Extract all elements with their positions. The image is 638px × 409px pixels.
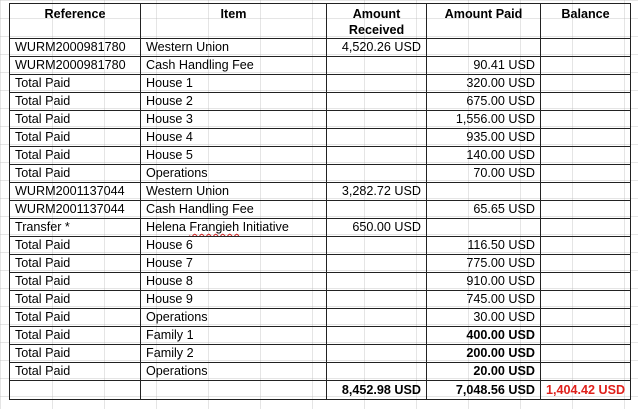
cell-balance[interactable] [541, 165, 631, 183]
cell-reference[interactable]: Total Paid [10, 129, 141, 147]
table-row [10, 291, 631, 309]
ledger-body [10, 39, 631, 400]
cell-reference[interactable]: Total Paid [10, 345, 141, 363]
cell-balance[interactable] [541, 255, 631, 273]
cell-balance[interactable] [541, 57, 631, 75]
cell-balance[interactable] [541, 147, 631, 165]
cell-item[interactable]: House 5 [141, 147, 327, 165]
cell-balance[interactable] [541, 39, 631, 57]
cell-reference[interactable]: Total Paid [10, 93, 141, 111]
table-row [10, 75, 631, 93]
cell-amount-paid[interactable]: 400.00 USD [427, 327, 541, 345]
cell-reference[interactable]: Total Paid [10, 363, 141, 381]
cell-reference[interactable]: Total Paid [10, 147, 141, 165]
header-item[interactable]: Item [141, 4, 327, 39]
table-row [10, 147, 631, 165]
total-cell-item[interactable] [141, 381, 327, 400]
cell-item[interactable]: Western Union [141, 183, 327, 201]
cell-amount-paid[interactable]: 116.50 USD [427, 237, 541, 255]
cell-amount-paid[interactable]: 200.00 USD [427, 345, 541, 363]
cell-amount-received[interactable] [327, 345, 427, 363]
table-row [10, 183, 631, 201]
table-row [10, 57, 631, 75]
cell-amount-received[interactable] [327, 75, 427, 93]
cell-item-text: Helena Frangieh Initiative [146, 220, 289, 235]
total-cell-reference[interactable] [10, 381, 141, 400]
cell-reference[interactable]: Total Paid [10, 111, 141, 129]
cell-item[interactable] [141, 219, 327, 237]
cell-reference[interactable]: Total Paid [10, 75, 141, 93]
header-row [10, 4, 631, 39]
cell-item[interactable]: Family 1 [141, 327, 327, 345]
table-row [10, 273, 631, 291]
cell-amount-paid[interactable] [427, 39, 541, 57]
cell-item[interactable]: Operations [141, 363, 327, 381]
cell-item[interactable]: House 1 [141, 75, 327, 93]
cell-balance[interactable] [541, 363, 631, 381]
table-row [10, 93, 631, 111]
table-row [10, 345, 631, 363]
cell-item[interactable]: Cash Handling Fee [141, 201, 327, 219]
cell-amount-paid[interactable]: 30.00 USD [427, 309, 541, 327]
total-amount-paid[interactable]: 7,048.56 USD [427, 381, 541, 400]
cell-item[interactable]: Family 2 [141, 345, 327, 363]
cell-reference[interactable]: WURM2000981780 [10, 39, 141, 57]
cell-amount-paid[interactable]: 90.41 USD [427, 57, 541, 75]
cell-item[interactable]: House 8 [141, 273, 327, 291]
cell-item[interactable]: House 2 [141, 93, 327, 111]
cell-amount-paid[interactable]: 675.00 USD [427, 93, 541, 111]
cell-balance[interactable] [541, 345, 631, 363]
header-amount-received[interactable]: Amount Received [327, 4, 427, 39]
cell-amount-paid[interactable]: 775.00 USD [427, 255, 541, 273]
cell-reference[interactable]: WURM2001137044 [10, 201, 141, 219]
cell-amount-received[interactable] [327, 111, 427, 129]
cell-reference[interactable]: Total Paid [10, 237, 141, 255]
cell-item[interactable]: House 7 [141, 255, 327, 273]
table-row [10, 255, 631, 273]
cell-amount-received[interactable]: 4,520.26 USD [327, 39, 427, 57]
cell-item[interactable]: Cash Handling Fee [141, 57, 327, 75]
cell-amount-received[interactable] [327, 273, 427, 291]
cell-reference[interactable]: WURM2000981780 [10, 57, 141, 75]
cell-balance[interactable] [541, 183, 631, 201]
cell-amount-paid[interactable]: 1,556.00 USD [427, 111, 541, 129]
cell-amount-paid[interactable] [427, 219, 541, 237]
cell-balance[interactable] [541, 75, 631, 93]
cell-balance[interactable] [541, 93, 631, 111]
cell-amount-received[interactable] [327, 147, 427, 165]
cell-item[interactable]: Operations [141, 309, 327, 327]
cell-reference[interactable]: Total Paid [10, 309, 141, 327]
cell-amount-paid[interactable]: 320.00 USD [427, 75, 541, 93]
cell-amount-received[interactable] [327, 363, 427, 381]
cell-amount-paid[interactable] [427, 183, 541, 201]
cell-balance[interactable] [541, 291, 631, 309]
cell-balance[interactable] [541, 201, 631, 219]
cell-reference[interactable]: WURM2001137044 [10, 183, 141, 201]
cell-item[interactable]: House 3 [141, 111, 327, 129]
cell-balance[interactable] [541, 327, 631, 345]
table-row [10, 201, 631, 219]
table-row [10, 363, 631, 381]
cell-amount-received[interactable]: 3,282.72 USD [327, 183, 427, 201]
cell-amount-received[interactable] [327, 201, 427, 219]
cell-balance[interactable] [541, 237, 631, 255]
table-row [10, 39, 631, 57]
table-row [10, 327, 631, 345]
cell-item[interactable]: Operations [141, 165, 327, 183]
table-row [10, 237, 631, 255]
cell-amount-received[interactable] [327, 237, 427, 255]
table-row [10, 219, 631, 237]
cell-amount-paid[interactable]: 910.00 USD [427, 273, 541, 291]
cell-amount-paid[interactable]: 20.00 USD [427, 363, 541, 381]
header-reference[interactable]: Reference [10, 4, 141, 39]
total-amount-received[interactable]: 8,452.98 USD [327, 381, 427, 400]
spellcheck-marked-word: Frangieh [189, 220, 240, 235]
cell-amount-received[interactable] [327, 129, 427, 147]
cell-amount-received[interactable] [327, 93, 427, 111]
cell-amount-paid[interactable]: 140.00 USD [427, 147, 541, 165]
cell-amount-paid[interactable]: 935.00 USD [427, 129, 541, 147]
cell-reference[interactable]: Total Paid [10, 273, 141, 291]
cell-reference[interactable]: Total Paid [10, 291, 141, 309]
cell-amount-received[interactable] [327, 291, 427, 309]
total-balance[interactable]: 1,404.42 USD [541, 381, 631, 400]
cell-reference[interactable]: Total Paid [10, 165, 141, 183]
header-balance[interactable]: Balance [541, 4, 631, 39]
cell-balance[interactable] [541, 273, 631, 291]
cell-reference[interactable]: Total Paid [10, 255, 141, 273]
cell-balance[interactable] [541, 309, 631, 327]
table-row [10, 165, 631, 183]
cell-amount-paid[interactable]: 65.65 USD [427, 201, 541, 219]
cell-reference[interactable]: Transfer * [10, 219, 141, 237]
table-row [10, 309, 631, 327]
cell-item[interactable]: House 4 [141, 129, 327, 147]
cell-amount-received[interactable] [327, 57, 427, 75]
ledger-table [9, 3, 631, 400]
cell-balance[interactable] [541, 111, 631, 129]
table-row [10, 111, 631, 129]
cell-item[interactable]: House 6 [141, 237, 327, 255]
cell-amount-received[interactable] [327, 327, 427, 345]
cell-reference[interactable]: Total Paid [10, 327, 141, 345]
cell-item[interactable]: House 9 [141, 291, 327, 309]
totals-row [10, 381, 631, 400]
cell-balance[interactable] [541, 129, 631, 147]
table-row [10, 129, 631, 147]
cell-amount-paid[interactable]: 70.00 USD [427, 165, 541, 183]
header-amount-paid[interactable]: Amount Paid [427, 4, 541, 39]
cell-balance[interactable] [541, 219, 631, 237]
cell-item[interactable]: Western Union [141, 39, 327, 57]
cell-amount-received[interactable] [327, 309, 427, 327]
cell-amount-received[interactable] [327, 255, 427, 273]
cell-amount-paid[interactable]: 745.00 USD [427, 291, 541, 309]
cell-amount-received[interactable]: 650.00 USD [327, 219, 427, 237]
cell-amount-received[interactable] [327, 165, 427, 183]
